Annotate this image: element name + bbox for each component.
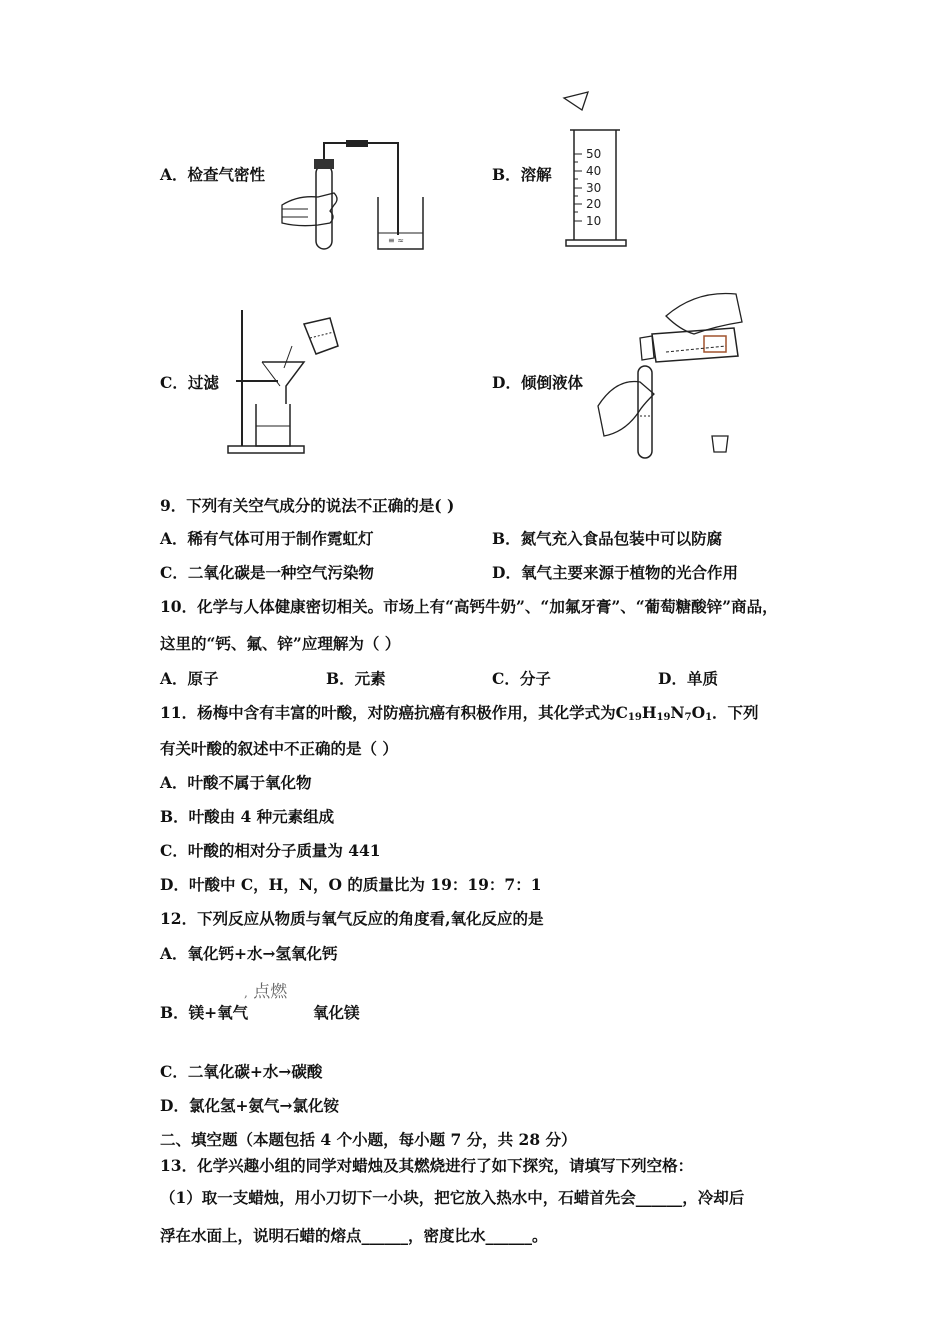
q11-stem-line1: 11．杨梅中含有丰富的叶酸，对防癌抗癌有积极作用，其化学式为$C_{19}H_{19}N_7O_1$．下列: [160, 703, 759, 723]
airtightness-check-figure: [278, 135, 438, 253]
tick-label: 30: [586, 181, 602, 195]
q11-option-d: D．叶酸中 C，H，N，O 的质量比为 19：19：7：1: [160, 875, 542, 894]
q10-option-d: D．单质: [658, 669, 718, 688]
folic-acid-formula: $C_{19}H_{19}N_7O_1$: [615, 703, 713, 723]
svg-text:≡ ≈: ≡ ≈: [388, 236, 404, 245]
q12-option-a: A．氧化钙+水→氢氧化钙: [160, 944, 338, 963]
tick-label: 50: [586, 147, 602, 161]
option-c-label: C．过滤: [160, 373, 219, 392]
q13-stem: 13．化学兴趣小组的同学对蜡烛及其燃烧进行了如下探究，请填写下列空格：: [160, 1156, 694, 1175]
q11-option-a: A．叶酸不属于氧化物: [160, 773, 312, 792]
arrow-icon: →: [279, 1096, 293, 1115]
q12-stem: 12．下列反应从物质与氧气反应的角度看,氧化反应的是: [160, 909, 544, 928]
q9-option-d: D．氧气主要来源于植物的光合作用: [492, 563, 738, 582]
q11-option-b: B．叶酸由 4 种元素组成: [160, 807, 335, 826]
arrow-icon: →: [262, 944, 276, 963]
q12-option-c: C．二氧化碳+水→碳酸: [160, 1062, 323, 1081]
pouring-liquid-figure: [596, 286, 746, 464]
q9-option-a: A．稀有气体可用于制作霓虹灯: [160, 529, 374, 548]
q12-option-d: D．氯化氢+氨气→氯化铵: [160, 1096, 339, 1115]
tick-label: 20: [586, 197, 602, 211]
option-a-label: A．检查气密性: [160, 165, 266, 184]
ignition-condition: , 点燃: [244, 982, 288, 1002]
arrow-icon: →: [278, 1062, 292, 1081]
q10-option-b: B．元素: [326, 669, 386, 688]
tick-label: 10: [586, 214, 602, 228]
q9-stem: 9．下列有关空气成分的说法不正确的是( ): [160, 496, 455, 515]
q13-part1-line1: （1）取一支蜡烛，用小刀切下一小块，把它放入热水中，石蜡首先会______，冷却后: [160, 1188, 745, 1207]
option-b-label: B．溶解: [492, 165, 552, 184]
graduated-cylinder-figure: [560, 90, 632, 252]
q9-option-b: B．氮气充入食品包装中可以防腐: [492, 529, 723, 548]
q12-option-b-product: 氧化镁: [313, 1003, 360, 1022]
q10-stem-line1: 10．化学与人体健康密切相关。市场上有“高钙牛奶”、“加氟牙膏”、“葡萄糖酸锌”商品，: [160, 597, 778, 616]
q12-option-b: B．镁+氧气: [160, 1003, 249, 1022]
tick-label: 40: [586, 164, 602, 178]
q10-option-a: A．原子: [160, 669, 219, 688]
q9-option-c: C．二氧化碳是一种空气污染物: [160, 563, 374, 582]
q11-option-c: C．叶酸的相对分子质量为 441: [160, 841, 381, 860]
q11-stem-line2: 有关叶酸的叙述中不正确的是（ ）: [160, 739, 398, 758]
filtration-figure: [226, 306, 346, 456]
q10-option-c: C．分子: [492, 669, 551, 688]
section-heading: 二、填空题（本题包括 4 个小题，每小题 7 分，共 28 分）: [160, 1130, 577, 1149]
option-d-label: D．倾倒液体: [492, 373, 583, 392]
q10-stem-line2: 这里的“钙、氟、锌”应理解为（ ）: [160, 634, 401, 653]
q13-part1-line2: 浮在水面上，说明石蜡的熔点______，密度比水______。: [160, 1226, 548, 1245]
